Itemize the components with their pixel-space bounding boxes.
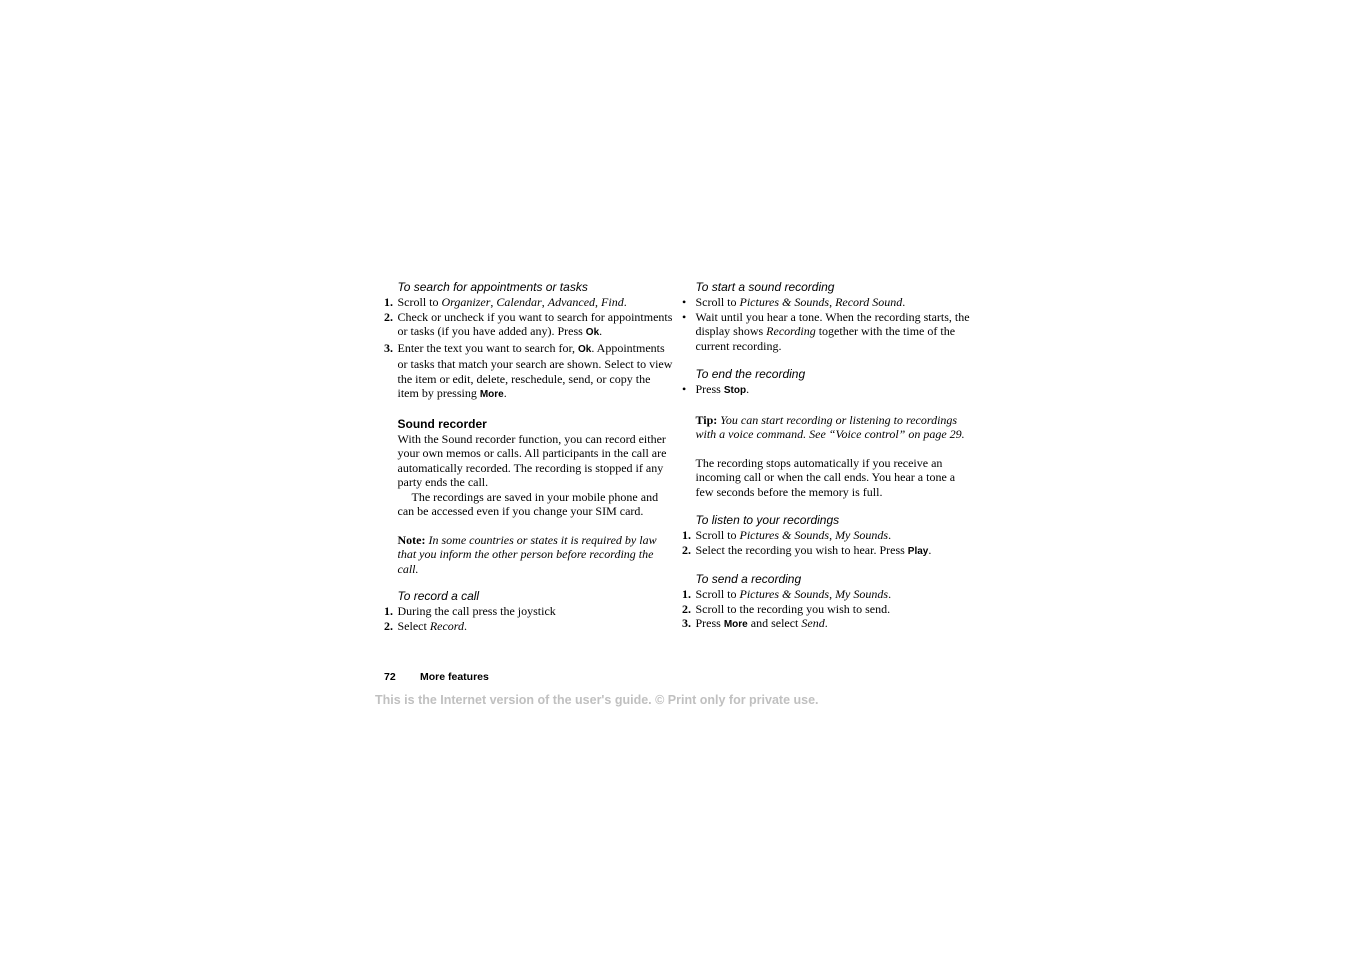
menu-path: Organizer — [441, 295, 491, 309]
note-text: In some countries or states it is required by law that you inform the other person before recording the call. — [397, 532, 657, 576]
search-step-2: 2. Check or uncheck if you want to search for appointments or tasks (if you have added any). Press Ok. — [384, 309, 673, 338]
record-call-step-2: 2. Select Record. — [384, 618, 468, 633]
menu-path: Pictures & Sounds — [739, 295, 830, 309]
record-call-heading: To record a call — [397, 589, 480, 603]
listen-recordings-heading: To listen to your recordings — [695, 513, 840, 527]
send-recording-heading: To send a recording — [695, 572, 802, 586]
send-steps — [682, 587, 972, 633]
recorder-storage: The recordings are saved in your mobile phone and can be accessed even if you change your SIM card. — [397, 489, 659, 518]
step-number: 1. — [384, 295, 393, 309]
bullet-mark: • — [682, 295, 687, 309]
end-recording-steps — [682, 382, 972, 399]
key-label: Play — [907, 545, 929, 557]
footer-section-title: More features — [420, 671, 489, 683]
key-label: Ok — [585, 327, 600, 338]
tip-text: You can start recording or listening to recordings with a voice command. See “Voice control” on page 29. — [695, 412, 965, 441]
step-number: 2. — [682, 542, 691, 557]
menu-path: Record — [429, 618, 465, 633]
key-label: Ok — [577, 343, 592, 355]
menu-path: Record Sound — [835, 295, 903, 309]
left-column — [384, 280, 674, 633]
search-steps — [384, 295, 674, 403]
search-step-3: 3. Enter the text you want to search for, Ok. Appointments or tasks that match your search are shown. Select to view the item or edit, delete, reschedule, send, or copy the item by pressing More. — [384, 340, 673, 400]
menu-path: Advanced — [547, 295, 596, 309]
recorder-note — [398, 533, 675, 577]
display-text: Recording — [766, 324, 816, 338]
listen-step-2: 2. Select the recording you wish to hear. Press Play. — [682, 542, 932, 557]
recording-tip — [696, 413, 973, 442]
start-recording-step-2: • Wait until you hear a tone. When the recording starts, the display shows Recording together with the time of the current recording. — [682, 309, 970, 353]
start-recording-steps — [682, 295, 972, 353]
bullet-mark: • — [682, 309, 687, 324]
listen-steps — [682, 528, 972, 559]
recorder-intro: With the Sound recorder function, you can record either your own memos or calls. All participants in the call are automatically recorded. The recording is stopped if any party ends the call. — [397, 431, 667, 489]
start-recording-step-1: • Scroll to Pictures & Sounds, Record Sound. — [682, 295, 906, 309]
menu-path: Calendar — [496, 295, 542, 309]
note-label: Note: — [397, 532, 426, 547]
key-label: More — [479, 389, 504, 400]
key-label: More — [723, 619, 748, 630]
end-recording-step-1: • Press Stop. — [682, 382, 750, 396]
listen-step-1: 1. Scroll to Pictures & Sounds, My Sounds. — [682, 528, 892, 542]
step-number: 1. — [384, 604, 393, 618]
bullet-mark: • — [682, 382, 687, 396]
internet-version-notice: This is the Internet version of the user's guide. © Print only for private use. — [375, 693, 819, 707]
search-step-1: 1. Scroll to Organizer, Calendar, Advanced, Find. — [384, 295, 627, 309]
step-number: 2. — [384, 618, 393, 633]
auto-stop-paragraph: The recording stops automatically if you receive an incoming call or when the call ends. You hear a tone a few seconds before the memory is full. — [695, 455, 956, 499]
step-number: 1. — [682, 587, 691, 601]
start-recording-heading: To start a sound recording — [695, 280, 835, 294]
send-step-3: 3. Press More and select Send. — [682, 616, 828, 630]
menu-path: Pictures & Sounds — [739, 528, 830, 542]
menu-path: My Sounds — [835, 528, 889, 542]
step-number: 2. — [682, 601, 691, 616]
page-number: 72 — [384, 671, 396, 683]
menu-path: My Sounds — [835, 587, 889, 601]
menu-path: Find — [601, 295, 624, 309]
right-column — [682, 280, 972, 633]
record-call-step-1: 1. During the call press the joystick — [384, 604, 556, 618]
send-step-1: 1. Scroll to Pictures & Sounds, My Sounds. — [682, 587, 892, 601]
sound-recorder-heading: Sound recorder — [397, 416, 487, 431]
page-footer — [384, 671, 489, 683]
tip-label: Tip: — [695, 412, 718, 427]
menu-path: Send — [801, 616, 825, 630]
key-label: Stop — [723, 385, 747, 396]
menu-path: Pictures & Sounds — [739, 587, 830, 601]
step-number: 3. — [384, 340, 393, 355]
end-recording-heading: To end the recording — [695, 367, 806, 381]
step-number: 3. — [682, 616, 691, 630]
record-call-steps — [384, 604, 674, 633]
step-number: 1. — [682, 528, 691, 542]
search-heading: To search for appointments or tasks — [397, 280, 588, 294]
send-step-2: 2. Scroll to the recording you wish to send. — [682, 601, 891, 616]
step-number: 2. — [384, 309, 393, 324]
